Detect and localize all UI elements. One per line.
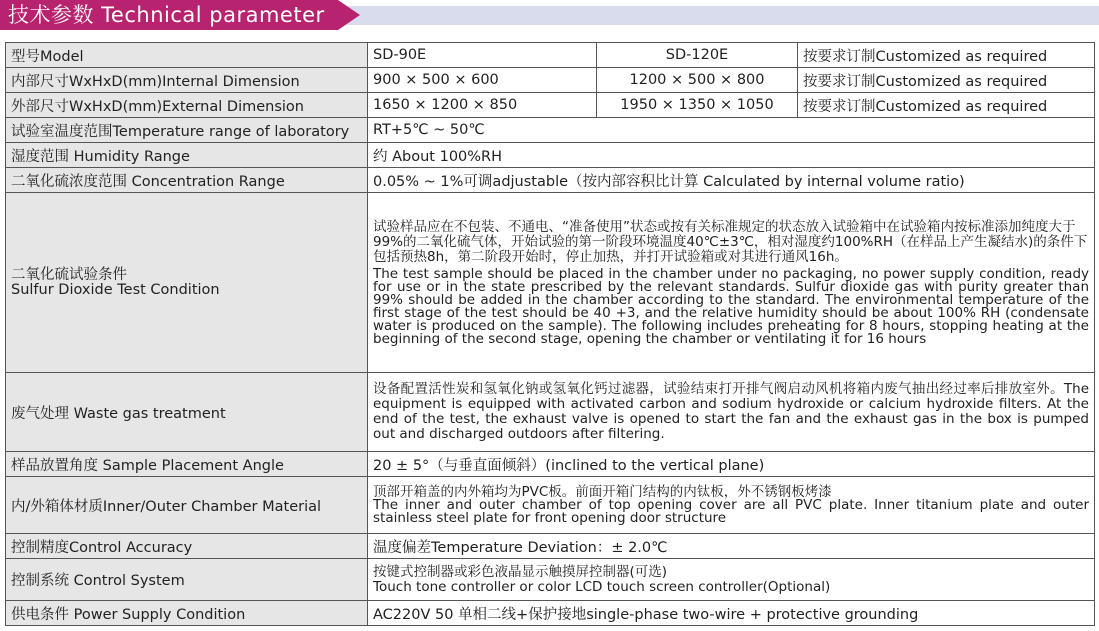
internal-value-1: 900 × 500 × 600 bbox=[368, 68, 597, 93]
table-row bbox=[6, 168, 1095, 193]
row-label: 湿度范围 Humidity Range bbox=[6, 143, 368, 168]
material-line-cn: 顶部开箱盖的内外箱均为PVC板。前面开箱门结构的内钛板，外不锈钢板烤漆 bbox=[373, 483, 832, 500]
row-label: 内部尺寸WxHxD(mm)Internal Dimension bbox=[6, 68, 368, 93]
row-label bbox=[6, 193, 368, 373]
accuracy-value: 温度偏差Temperature Deviation：± 2.0℃ bbox=[368, 534, 1095, 559]
test-condition-value bbox=[368, 193, 1095, 373]
humidity-value: 约 About 100%RH bbox=[368, 143, 1095, 168]
model-value-1: SD-90E bbox=[368, 43, 597, 68]
external-value-3: 按要求订制Customized as required bbox=[798, 93, 1095, 118]
table-row bbox=[6, 68, 1095, 93]
concentration-value: 0.05% ~ 1%可调adjustable（按内部容积比计算 Calculated by internal volume ratio) bbox=[368, 168, 1095, 193]
row-label: 二氧化硫浓度范围 Concentration Range bbox=[6, 168, 368, 193]
test-condition-text-cn: 试验样品应在不包装、不通电、“准备使用”状态或按有关标准规定的状态放入试验箱中在试验箱内按标准添加纯度大于99%的二氧化硫气体，开始试验的第一阶段环境温度40℃±3℃，相对湿度约100%RH（在样品上产生凝结水)的条件下包括预热8h，第二阶段开始时，停止加热，并打开试验箱或对其进行通风16h。 bbox=[373, 218, 1088, 265]
table-row bbox=[6, 193, 1095, 373]
row-label: 内/外箱体材质Inner/Outer Chamber Material bbox=[6, 477, 368, 534]
row-label: 控制系统 Control System bbox=[6, 559, 368, 601]
table-row bbox=[6, 452, 1095, 477]
internal-value-2: 1200 × 500 × 800 bbox=[597, 68, 798, 93]
test-condition-text-en: The test sample should be placed in the chamber under no packaging, no power supply condition, ready for use or in the state prescribed by the relevant standards. Sulfur dioxide gas with purity greater than 99% should be added in the chamber according to the standard. The environmental temperature of the first stage of the test should be 40 +3, and the relative humidity should be about 100% RH (condensate water is produced on the sample). The following includes preheating for 8 hours, stopping heating at the beginning of the second stage, opening the chamber or ventilating it for 16 hours bbox=[373, 265, 1089, 347]
row-label: 外部尺寸WxHxD(mm)External Dimension bbox=[6, 93, 368, 118]
section-header bbox=[0, 0, 1099, 30]
power-value: AC220V 50 单相二线+保护接地single-phase two-wire + protective grounding bbox=[368, 601, 1095, 626]
control-line-cn: 按键式控制器或彩色液晶显示触摸屏控制器(可选) bbox=[373, 563, 668, 580]
control-line-en: Touch tone controller or color LCD touch screen controller(Optional) bbox=[373, 578, 831, 595]
row-label: 供电条件 Power Supply Condition bbox=[6, 601, 368, 626]
model-value-3: 按要求订制Customized as required bbox=[798, 43, 1095, 68]
row-label: 样品放置角度 Sample Placement Angle bbox=[6, 452, 368, 477]
test-condition-label-cn: 二氧化硫试验条件 bbox=[11, 266, 127, 283]
control-value bbox=[368, 559, 1095, 601]
table-row bbox=[6, 43, 1095, 68]
table-row bbox=[6, 559, 1095, 601]
table-row bbox=[6, 373, 1095, 452]
material-value bbox=[368, 477, 1095, 534]
external-value-2: 1950 × 1350 × 1050 bbox=[597, 93, 798, 118]
internal-value-3: 按要求订制Customized as required bbox=[798, 68, 1095, 93]
row-label: 型号Model bbox=[6, 43, 368, 68]
table-row bbox=[6, 601, 1095, 626]
spec-table bbox=[5, 42, 1095, 626]
row-label: 废气处理 Waste gas treatment bbox=[6, 373, 368, 452]
material-line-en: The inner and outer chamber of top opening cover are all PVC plate. Inner titanium plate and outer stainless steel plate for front opening door structure bbox=[373, 496, 1089, 526]
waste-gas-value bbox=[368, 373, 1095, 452]
table-row bbox=[6, 143, 1095, 168]
table-row bbox=[6, 534, 1095, 559]
temp-range-value: RT+5℃ ~ 50℃ bbox=[368, 118, 1095, 143]
waste-gas-text: 设备配置活性炭和氢氧化钠或氢氧化钙过滤器，试验结束打开排气阀启动风机将箱内废气抽出经过率后排放室外。The equipment is equipped with activated carbon and sodium hydroxide or calcium hydroxide filters. At the end of the test, the exhaust valve is opened to start the fan and the exhaust gas in the box is pumped out and discharged outdoors after filtering. bbox=[373, 381, 1089, 442]
table-row bbox=[6, 93, 1095, 118]
row-label: 控制精度Control Accuracy bbox=[6, 534, 368, 559]
external-value-1: 1650 × 1200 × 850 bbox=[368, 93, 597, 118]
section-title: 技术参数 Technical parameter bbox=[8, 3, 325, 27]
model-value-2: SD-120E bbox=[597, 43, 798, 68]
test-condition-label-en: Sulfur Dioxide Test Condition bbox=[11, 281, 220, 298]
row-label: 试验室温度范围Temperature range of laboratory bbox=[6, 118, 368, 143]
table-row bbox=[6, 118, 1095, 143]
angle-value: 20 ± 5°（与垂直面倾斜）(inclined to the vertical plane) bbox=[368, 452, 1095, 477]
table-row bbox=[6, 477, 1095, 534]
